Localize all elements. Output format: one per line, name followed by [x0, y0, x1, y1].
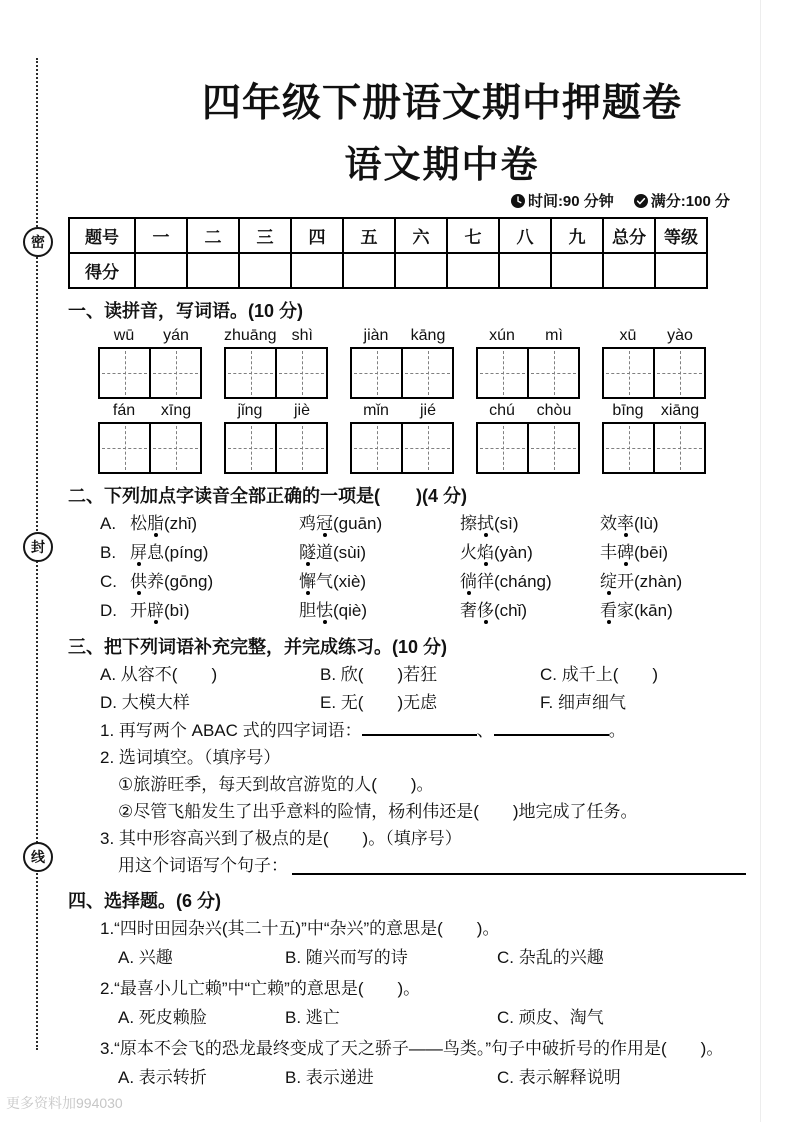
score-row-label: 得分 [69, 253, 135, 288]
s3-q2-line: 2. 选词填空。（填序号） [100, 748, 281, 767]
score-table [68, 217, 708, 289]
score-cell [655, 253, 707, 288]
choice-option: C. 顽皮、淘气 [497, 1008, 604, 1027]
word-part: 养(gōng) [147, 572, 214, 591]
word-part: 开(zhàn) [617, 572, 683, 591]
pinyin-word-group [98, 327, 202, 399]
pinyin-syllable: jiè [293, 402, 310, 419]
choice-option: B. 逃亡 [285, 1008, 340, 1027]
clock-icon [511, 194, 525, 208]
dotted-char: 怯 [316, 601, 333, 620]
pinyin-syllable: kāng [410, 327, 446, 344]
pinyin-word-group [224, 402, 328, 474]
word-with-pinyin [299, 509, 460, 538]
writing-cell [226, 349, 275, 397]
score-cell [499, 253, 551, 288]
writing-cell [401, 349, 452, 397]
word-with-pinyin [460, 567, 600, 596]
writing-cell [352, 424, 401, 472]
word-part: 火 [460, 543, 477, 562]
score-table-header-cell: 题号 [69, 218, 135, 253]
time-label: 时间:90 分钟 [527, 193, 614, 210]
score-table-header-cell: 一 [135, 218, 187, 253]
word-part: 息(píng) [147, 543, 209, 562]
word-part: 擦 [460, 514, 477, 533]
score-cell [135, 253, 187, 288]
choice-option: A. 兴趣 [118, 948, 173, 967]
option-row [68, 596, 748, 625]
time-info [511, 190, 614, 211]
question-stem: 3.“原本不会飞的恐龙最终变成了天之骄子——鸟类。”句子中破折号的作用是( )。 [100, 1039, 724, 1058]
question-options [68, 1004, 748, 1031]
word-part: 奢 [460, 601, 477, 620]
pinyin-syllable: chú [489, 402, 515, 419]
word-part: 鸡 [299, 514, 316, 533]
writing-grid [602, 347, 706, 399]
word-with-pinyin [460, 596, 600, 625]
section-4 [68, 888, 748, 1091]
paper-subtitle: 语文期中卷 [344, 144, 540, 185]
word-with-pinyin [130, 509, 299, 538]
dotted-char: 看 [600, 601, 617, 620]
writing-grid [476, 347, 580, 399]
dotted-char: 碑 [617, 543, 634, 562]
pinyin-syllable: yào [667, 327, 693, 344]
idiom-item: A. 从容不( ) [100, 665, 218, 684]
word-part: 开 [130, 601, 147, 620]
pinyin-word-group [350, 327, 454, 399]
writing-cell [100, 424, 149, 472]
dotted-char: 屏 [130, 543, 147, 562]
writing-grid [98, 347, 202, 399]
s3-q1-label: 1. 再写两个 ABAC 式的四字词语： [100, 721, 362, 740]
writing-cell [478, 424, 527, 472]
full-score-info [634, 190, 730, 211]
writing-cell [527, 349, 578, 397]
s3-q3-line2-label: 用这个词语写个句子： [118, 856, 288, 875]
word-with-pinyin [299, 567, 460, 596]
checkmark-icon [634, 194, 648, 208]
word-part: 气(xiè) [316, 572, 367, 591]
question-options [68, 944, 748, 971]
score-cell [343, 253, 395, 288]
pinyin-syllable: chòu [536, 402, 572, 419]
dotted-char: 绽 [600, 572, 617, 591]
word-part: 道(sùi) [316, 543, 367, 562]
option-row [68, 567, 748, 596]
score-table-header-cell: 四 [291, 218, 343, 253]
score-table-header-cell: 二 [187, 218, 239, 253]
s3-sentence-line [68, 852, 748, 879]
writing-cell [149, 424, 200, 472]
writing-cell [653, 349, 704, 397]
pinyin-syllable: yán [163, 327, 189, 344]
pinyin-word-group [602, 327, 706, 399]
writing-grid [602, 422, 706, 474]
pinyin-label [350, 327, 454, 345]
writing-grid [476, 422, 580, 474]
pinyin-word-group [98, 402, 202, 474]
score-table-header-row [69, 218, 707, 253]
word-part: (zhǐ) [164, 514, 198, 533]
score-table-header-cell: 总分 [603, 218, 655, 253]
pinyin-syllable: fán [112, 402, 136, 419]
word-with-pinyin [299, 596, 460, 625]
answer-blank-2 [494, 719, 609, 736]
pinyin-label [98, 402, 202, 420]
dotted-char: 侈 [477, 601, 494, 620]
option-letter: D. [100, 601, 117, 620]
pinyin-label [224, 402, 328, 420]
writing-grid [98, 422, 202, 474]
writing-cell [226, 424, 275, 472]
pinyin-syllable: xīng [160, 402, 192, 419]
answer-blank-1 [362, 719, 477, 736]
word-with-pinyin [299, 538, 460, 567]
question-stem: 2.“最喜小儿亡赖”中“亡赖”的意思是( )。 [100, 979, 421, 998]
pinyin-syllable: zhuāng [224, 327, 277, 344]
question-stem: 1.“四时田园杂兴(其二十五)”中“杂兴”的意思是( )。 [100, 919, 500, 938]
pinyin-word-group [602, 402, 706, 474]
writing-grid [224, 422, 328, 474]
word-with-pinyin [600, 596, 748, 625]
choice-option: A. 表示转折 [118, 1068, 207, 1087]
s3-q1-line [68, 717, 748, 744]
option-letter: C. [100, 572, 117, 591]
word-part: (bēi) [634, 543, 669, 562]
pinyin-label [224, 327, 328, 345]
word-part: (qiè) [333, 601, 368, 620]
word-with-pinyin [460, 509, 600, 538]
full-score-label: 满分:100 分 [650, 193, 730, 210]
writing-cell [149, 349, 200, 397]
word-with-pinyin [600, 538, 748, 567]
score-cell [239, 253, 291, 288]
choice-option: B. 随兴而写的诗 [285, 948, 408, 967]
score-cell [395, 253, 447, 288]
idiom-item: F. 细声细气 [540, 693, 626, 712]
section-1 [68, 298, 748, 474]
pinyin-label [602, 327, 706, 345]
score-table-header-cell: 七 [447, 218, 499, 253]
pronunciation-options [68, 509, 748, 625]
word-with-pinyin [130, 596, 299, 625]
pinyin-syllable: mǐn [363, 402, 389, 419]
pinyin-label [476, 402, 580, 420]
score-table-header-cell: 三 [239, 218, 291, 253]
score-table-header-cell: 等级 [655, 218, 707, 253]
pinyin-syllable: bīng [612, 402, 644, 419]
section-1-title: 一、读拼音，写词语。(10 分) [68, 301, 304, 321]
word-part: 丰 [600, 543, 617, 562]
word-completion-list [68, 661, 748, 717]
dotted-char: 脂 [147, 514, 164, 533]
idiom-item: E. 无( )无虑 [320, 693, 438, 712]
writing-grid [350, 422, 454, 474]
writing-cell [604, 349, 653, 397]
option-row [68, 509, 748, 538]
pinyin-syllable: xún [489, 327, 515, 344]
question-options [68, 1064, 748, 1091]
pinyin-syllable: shì [291, 327, 313, 344]
word-part: (bì) [164, 601, 190, 620]
pinyin-syllable: xū [619, 327, 637, 344]
s3-q1-separator: 、 [476, 721, 494, 740]
choice-option: A. 死皮赖脸 [118, 1008, 207, 1027]
word-part: 效 [600, 514, 617, 533]
pinyin-syllable: mì [545, 327, 563, 344]
word-part: 徉(cháng) [477, 572, 552, 591]
dotted-char: 供 [130, 572, 147, 591]
pinyin-word-group [224, 327, 328, 399]
multiple-choice-questions [68, 915, 748, 1091]
answer-line [292, 873, 746, 875]
section-2-title: 二、下列加点字读音全部正确的一项是( )(4 分) [68, 486, 467, 506]
word-part: 家(kān) [617, 601, 673, 620]
pinyin-label [98, 327, 202, 345]
idiom-item: D. 大模大样 [100, 693, 190, 712]
seal-char-feng: 封 [23, 532, 53, 562]
writing-cell [275, 349, 326, 397]
pinyin-word-group [476, 327, 580, 399]
pinyin-writing-area [68, 327, 748, 474]
dotted-char: 辟 [147, 601, 164, 620]
seal-char-mi: 密 [23, 227, 53, 257]
pinyin-label [476, 327, 580, 345]
pinyin-word-group [476, 402, 580, 474]
section-2 [68, 483, 748, 625]
word-part: (lù) [634, 514, 659, 533]
word-with-pinyin [600, 567, 748, 596]
exam-info-line [68, 190, 730, 211]
score-cell [447, 253, 499, 288]
s3-q1-period: 。 [608, 721, 626, 740]
dotted-char: 率 [617, 514, 634, 533]
idiom-item: B. 欣( )若狂 [320, 665, 438, 684]
word-part: (guān) [333, 514, 383, 533]
paper-content [68, 60, 748, 1095]
pinyin-syllable: jǐng [237, 402, 263, 419]
writing-grid [350, 347, 454, 399]
pinyin-row [68, 327, 748, 399]
writing-cell [478, 349, 527, 397]
choice-option: C. 表示解释说明 [497, 1068, 621, 1087]
idiom-item: C. 成千上( ) [540, 665, 659, 684]
dotted-char: 冠 [316, 514, 333, 533]
scan-edge-line [760, 0, 761, 1122]
word-part: 松 [130, 514, 147, 533]
word-part: (chǐ) [494, 601, 528, 620]
dotted-char: 懈 [299, 572, 316, 591]
writing-cell [527, 424, 578, 472]
option-letter: B. [100, 543, 117, 562]
score-table-score-row [69, 253, 707, 288]
paper-title: 四年级下册语文期中押题卷 [201, 82, 682, 125]
score-cell [551, 253, 603, 288]
word-with-pinyin [130, 538, 299, 567]
section-4-title: 四、选择题。(6 分) [68, 891, 221, 911]
word-with-pinyin [600, 509, 748, 538]
score-table-header-cell: 五 [343, 218, 395, 253]
score-cell [187, 253, 239, 288]
writing-grid [224, 347, 328, 399]
section-3-title: 三、把下列词语补充完整，并完成练习。(10 分) [68, 637, 448, 657]
score-table-header-cell: 八 [499, 218, 551, 253]
dotted-char: 焰 [477, 543, 494, 562]
s3-q2-item2: ②尽管飞船发生了出乎意料的险情，杨利伟还是( )地完成了任务。 [118, 802, 638, 821]
seal-char-xian: 线 [23, 842, 53, 872]
writing-cell [275, 424, 326, 472]
choice-option: C. 杂乱的兴趣 [497, 948, 604, 967]
pinyin-word-group [350, 402, 454, 474]
dotted-char: 徜 [460, 572, 477, 591]
word-part: (yàn) [494, 543, 533, 562]
option-letter: A. [100, 514, 117, 533]
pinyin-syllable: wū [113, 327, 135, 344]
pinyin-syllable: xiāng [660, 402, 700, 419]
choice-option: B. 表示递进 [285, 1068, 374, 1087]
pinyin-row [68, 402, 748, 474]
score-cell [603, 253, 655, 288]
word-part: (sì) [494, 514, 519, 533]
writing-cell [604, 424, 653, 472]
watermark-text: 更多资料加994030 [6, 1095, 123, 1111]
word-with-pinyin [460, 538, 600, 567]
writing-cell [401, 424, 452, 472]
s3-q2-item1: ①旅游旺季，每天到故宫游览的人( )。 [118, 775, 434, 794]
pinyin-syllable: jiàn [363, 327, 389, 344]
pinyin-label [350, 402, 454, 420]
pinyin-label [602, 402, 706, 420]
writing-cell [100, 349, 149, 397]
option-row [68, 538, 748, 567]
word-part: 胆 [299, 601, 316, 620]
writing-cell [653, 424, 704, 472]
score-table-header-cell: 六 [395, 218, 447, 253]
section-3 [68, 634, 748, 879]
dotted-char: 隧 [299, 543, 316, 562]
word-with-pinyin [130, 567, 299, 596]
writing-cell [352, 349, 401, 397]
pinyin-syllable: jié [419, 402, 436, 419]
score-table-header-cell: 九 [551, 218, 603, 253]
s3-q3-line: 3. 其中形容高兴到了极点的是( )。（填序号） [100, 829, 462, 848]
dotted-char: 拭 [477, 514, 494, 533]
score-cell [291, 253, 343, 288]
